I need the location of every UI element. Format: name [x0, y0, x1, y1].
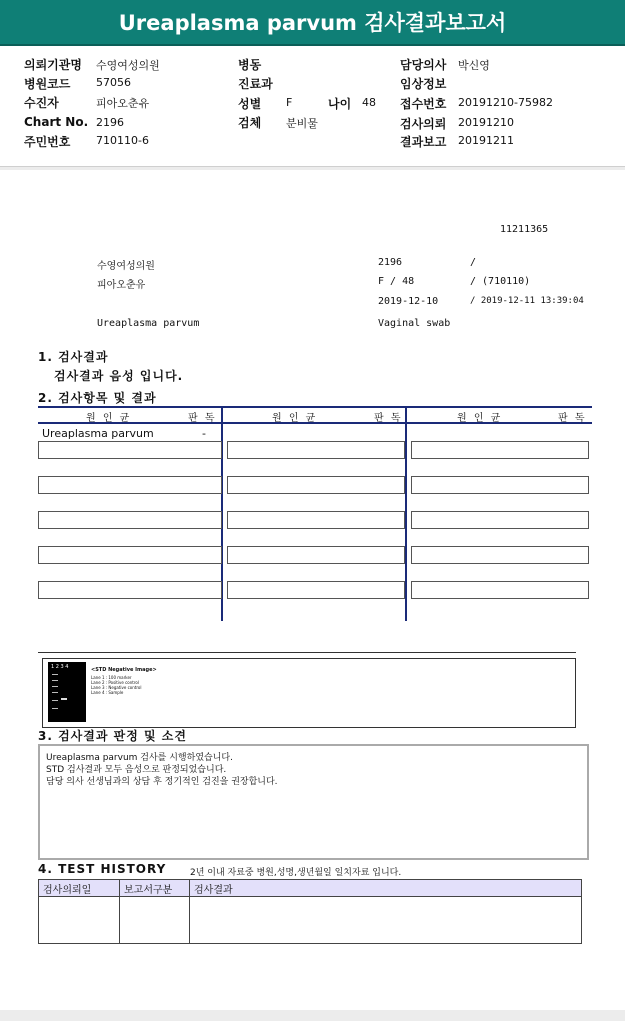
result-cell — [411, 511, 589, 529]
gel-legend-2: Lane 2 : Positive control — [91, 680, 139, 685]
history-cell — [39, 897, 120, 944]
specimen-label: 검체 — [238, 116, 262, 130]
sheet-request-date: 2019-12-10 — [378, 296, 439, 307]
row1-pathogen: Ureaplasma parvum — [42, 427, 154, 440]
report-label: 결과보고 — [400, 135, 447, 149]
gel-lane-numbers: 1 2 3 4 — [51, 664, 69, 670]
id-value: 710110-6 — [96, 134, 149, 147]
section1-title: 1. 검사결과 — [38, 350, 109, 364]
sex-value: F — [286, 96, 293, 109]
doctor-label: 담당의사 — [400, 58, 447, 72]
col1-result-header: 판 독 — [188, 413, 217, 424]
result-cell — [38, 581, 222, 599]
col3-pathogen-header: 원 인 균 — [457, 413, 503, 424]
age-label: 나이 — [328, 97, 352, 111]
sheet-specimen: Vaginal swab — [378, 318, 451, 329]
col1-pathogen-header: 원 인 균 — [86, 413, 132, 424]
report-title: Ureaplasma parvum 검사결과보고서 — [118, 11, 507, 35]
results-table-divider-2 — [405, 406, 407, 621]
gel-legend-4: Lane 4 : Sample — [91, 690, 124, 695]
request-label: 검사의뢰 — [400, 117, 447, 131]
sheet-test-name: Ureaplasma parvum — [97, 318, 200, 329]
dept-label: 진료과 — [238, 77, 273, 91]
sex-label: 성별 — [238, 97, 262, 111]
gel-legend-3: Lane 3 : Negative control — [91, 685, 142, 690]
opinion-line-3: 담당 의사 선생님과의 상담 후 정기적인 검진을 권장합니다. — [46, 777, 278, 787]
result-cell — [227, 511, 405, 529]
history-header-request-date: 검사의뢰일 — [39, 880, 120, 897]
result-cell — [227, 476, 405, 494]
sheet-birth: / (710110) — [470, 276, 531, 287]
result-cell — [38, 476, 222, 494]
result-cell — [411, 546, 589, 564]
result-cell — [227, 546, 405, 564]
table-row — [39, 897, 582, 944]
report-title-bar — [0, 0, 625, 46]
request-value: 20191210 — [458, 116, 514, 129]
col2-pathogen-header: 원 인 균 — [272, 413, 318, 424]
result-cell — [38, 441, 222, 459]
col3-result-header: 판 독 — [558, 413, 587, 424]
section4-title: 4. TEST HISTORY — [38, 862, 167, 876]
report-value: 20191211 — [458, 134, 514, 147]
hospital-value: 수영여성의원 — [96, 59, 160, 72]
result-cell — [38, 511, 222, 529]
opinion-line-1: Ureaplasma parvum 검사를 시행하였습니다. — [46, 753, 233, 763]
chart-label: Chart No. — [24, 115, 89, 129]
patient-value: 피아오춘유 — [96, 97, 150, 110]
code-label: 병원코드 — [24, 77, 71, 91]
result-cell — [411, 441, 589, 459]
sheet-patient: 피아오춘유 — [97, 280, 146, 291]
patient-header — [0, 46, 625, 167]
col2-result-header: 판 독 — [374, 413, 403, 424]
gel-caption-title: <STD Negative Image> — [91, 667, 157, 673]
section2-title: 2. 검사항목 및 결과 — [38, 391, 157, 405]
sheet-hospital: 수영여성의원 — [97, 261, 155, 272]
specimen-value: 분비물 — [286, 117, 318, 130]
sheet-slash: / — [470, 257, 477, 268]
sheet-sex-age: F / 48 — [378, 276, 415, 287]
receipt-value: 20191210-75982 — [458, 96, 553, 109]
opinion-line-2: STD 검사결과 모두 음성으로 판정되었습니다. — [46, 765, 227, 775]
gel-separator — [38, 652, 576, 653]
patient-label: 수진자 — [24, 96, 59, 110]
sheet-report-datetime: / 2019-12-11 13:39:04 — [470, 296, 584, 306]
section3-title: 3. 검사결과 판정 및 소견 — [38, 729, 187, 743]
section1-result: 검사결과 음성 입니다. — [54, 369, 184, 383]
history-header-result: 검사결과 — [190, 880, 582, 897]
id-label: 주민번호 — [24, 135, 71, 149]
hospital-label: 의뢰기관명 — [24, 58, 82, 72]
result-cell — [411, 581, 589, 599]
result-cell — [411, 476, 589, 494]
history-cell — [120, 897, 190, 944]
result-cell — [38, 546, 222, 564]
chart-value: 2196 — [96, 116, 124, 129]
age-value: 48 — [362, 96, 376, 109]
history-cell — [190, 897, 582, 944]
code-value: 57056 — [96, 76, 131, 89]
history-note: 2년 이내 자료중 병원,성명,생년월일 일치자료 입니다. — [190, 868, 402, 878]
report-sheet — [0, 170, 625, 1010]
sheet-chart: 2196 — [378, 257, 403, 268]
gel-legend-1: Lane 1 : 100 marker — [91, 675, 132, 680]
history-header-report-type: 보고서구분 — [120, 880, 190, 897]
row1-result: - — [202, 427, 206, 440]
ward-label: 병동 — [238, 58, 262, 72]
results-table-top-border — [38, 406, 592, 408]
result-cell — [227, 441, 405, 459]
receipt-label: 접수번호 — [400, 97, 447, 111]
gel-electrophoresis-image — [48, 662, 86, 722]
result-cell — [227, 581, 405, 599]
test-history-table — [38, 879, 582, 944]
doctor-value: 박신영 — [458, 59, 490, 72]
document-number: 11211365 — [500, 224, 549, 235]
clinical-label: 임상정보 — [400, 77, 447, 91]
